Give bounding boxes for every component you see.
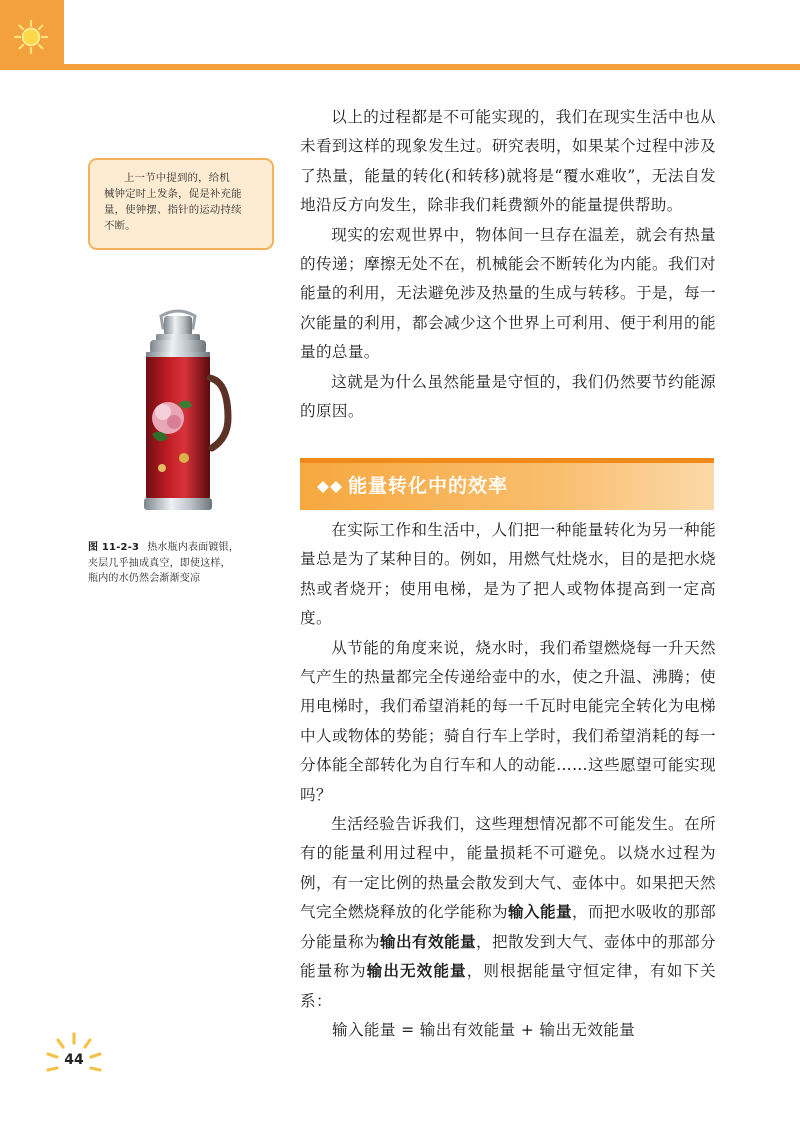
key-term-useless-output: 输出无效能量 — [366, 962, 467, 981]
text-run: ，把散发到大气、壶体中的那部分能量称为 — [300, 932, 716, 981]
top-header-bar — [0, 0, 800, 70]
key-term-useful-output: 输出有效能量 — [380, 932, 477, 951]
section-header — [300, 458, 714, 510]
figure-number: 图 11-2-3 — [88, 542, 140, 553]
page-number: 44 — [64, 1052, 84, 1068]
diamond-bullet-icon — [316, 480, 344, 494]
paragraph: 从节能的角度来说，烧水时，我们希望燃烧每一升天然气产生的热量都完全传递给壶中的水，使之升温、沸腾；使用电梯时，我们希望消耗的每一千瓦时电能完全转化为电梯中人或物体的势能；骑自行车上学时，我们希望消耗的每一分体能全部转化为自行车和人的动能……这些愿望可能实现吗？ — [300, 638, 716, 804]
caption-line: 夹层几乎抽成真空，即使这样， — [88, 557, 231, 569]
text-run: ，而把水吸收的那部分能量称为 — [300, 903, 717, 951]
side-note — [88, 158, 274, 250]
paragraph: 在实际工作和生活中，人们把一种能量转化为另一种能量总是为了某种目的。例如，用燃气灶烧水，目的是把水烧热或者烧开；使用电梯，是为了把人或物体提高到一定高度。 — [300, 521, 716, 628]
paragraph: 这就是为什么虽然能量是守恒的，我们仍然要节约能源的原因。 — [300, 372, 716, 421]
main-text-lower — [300, 516, 716, 1045]
main-text-upper — [300, 103, 716, 426]
page-number-badge — [44, 1030, 114, 1080]
side-note-line: 上一节中提到的，给机 — [124, 172, 230, 184]
paragraph: 现实的宏观世界中，物体间一旦存在温差，就会有热量的传递；摩擦无处不在，机械能会不断转化为内能。我们对能量的利用，无法避免涉及热量的生成与转移。于是，每一次能量的利用，都会减少这个世界上可利用、便于利用的能量的总量。 — [300, 225, 716, 362]
section-header-strip — [300, 458, 714, 463]
side-note-line: 量，使钟摆、指针的运动持续 — [104, 204, 242, 216]
thermos-bottle-image — [128, 308, 238, 518]
sun-icon — [14, 20, 48, 54]
energy-formula: 输入能量 = 输出有效能量 + 输出无效能量 — [332, 1020, 636, 1039]
caption-line: 热水瓶内表面镀银， — [147, 542, 240, 553]
section-title: 能量转化中的效率 — [348, 475, 509, 497]
side-note-line: 械钟定时上发条，促是补充能 — [104, 188, 242, 200]
paragraph — [300, 810, 716, 1016]
paragraph: 以上的过程都是不可能实现的，我们在现实生活中也从未看到这样的现象发生过。研究表明，如果某个过程中涉及了热量，能量的转化(和转移)就将是“覆水难收”，无法自发地沿反方向发生，除非我们耗费额外的能量提供帮助。 — [300, 108, 716, 215]
header-rule — [64, 64, 800, 70]
text-run: 生活经验告诉我们，这些理想情况都不可能发生。在所有的能量利用过程中，能量损耗不可避免。以烧水过程为例，有一定比例的热量会散发到大气、壶体中。如果把天然气完全燃烧释放的化学能称为 — [300, 815, 716, 922]
side-note-line: 不断。 — [104, 220, 136, 232]
text-run: ，则根据能量守恒定律，有如下关系： — [300, 962, 716, 1010]
figure-caption — [88, 540, 284, 587]
key-term-input-energy: 输入能量 — [508, 903, 573, 922]
caption-line: 瓶内的水仍然会渐渐变凉 — [88, 573, 201, 584]
